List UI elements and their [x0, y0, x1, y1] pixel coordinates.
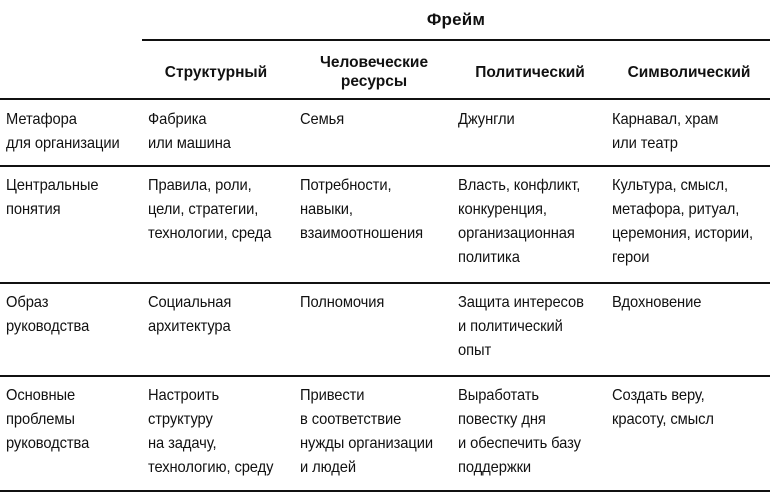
row-label-leadership-image: Образ руководства — [6, 294, 90, 335]
cell-concepts-human-resources: Потребности, навыки, взаимоотношения — [300, 177, 423, 242]
cell-challenges-symbolic: Создать веру, красоту, смысл — [612, 387, 714, 428]
cell-metaphor-human-resources: Семья — [300, 111, 345, 128]
cell-concepts-structural: Правила, роли, цели, стратегии, технологии, среда — [148, 177, 272, 242]
row-label-metaphor: Метафора для организации — [6, 111, 120, 152]
cell-challenges-political: Выработать повестку дня и обеспечить базу поддержки — [458, 387, 581, 476]
row-divider — [0, 282, 770, 284]
column-header-human-resources: Человеческие ресурсы — [319, 54, 429, 90]
cell-metaphor-symbolic: Карнавал, храм или театр — [612, 111, 719, 152]
table-bottom-border — [0, 490, 770, 492]
column-header-symbolic: Символический — [627, 63, 751, 81]
cell-challenges-structural: Настроить структуру на задачу, технологию, среду — [148, 387, 274, 476]
cell-metaphor-structural: Фабрика или машина — [148, 111, 231, 152]
frame-underline — [142, 39, 770, 41]
cell-leadership-political: Защита интересов и политический опыт — [458, 294, 584, 359]
row-divider — [0, 165, 770, 167]
column-header-political: Политический — [475, 63, 585, 81]
row-label-central-concepts: Центральные понятия — [6, 177, 99, 218]
cell-concepts-symbolic: Культура, смысл, метафора, ритуал, церемония, истории, герои — [612, 177, 753, 266]
column-header-structural: Структурный — [164, 63, 268, 81]
frame-header: Фрейм — [426, 10, 486, 29]
header-divider — [0, 98, 770, 100]
cell-metaphor-political: Джунгли — [458, 111, 515, 128]
cell-concepts-political: Власть, конфликт, конкуренция, организационная политика — [458, 177, 581, 266]
cell-challenges-human-resources: Привести в соответствие нужды организации и людей — [300, 387, 433, 476]
row-divider — [0, 375, 770, 377]
row-label-leadership-challenges: Основные проблемы руководства — [6, 387, 90, 452]
cell-leadership-symbolic: Вдохновение — [612, 294, 702, 311]
cell-leadership-human-resources: Полномочия — [300, 294, 385, 311]
cell-leadership-structural: Социальная архитектура — [148, 294, 232, 335]
